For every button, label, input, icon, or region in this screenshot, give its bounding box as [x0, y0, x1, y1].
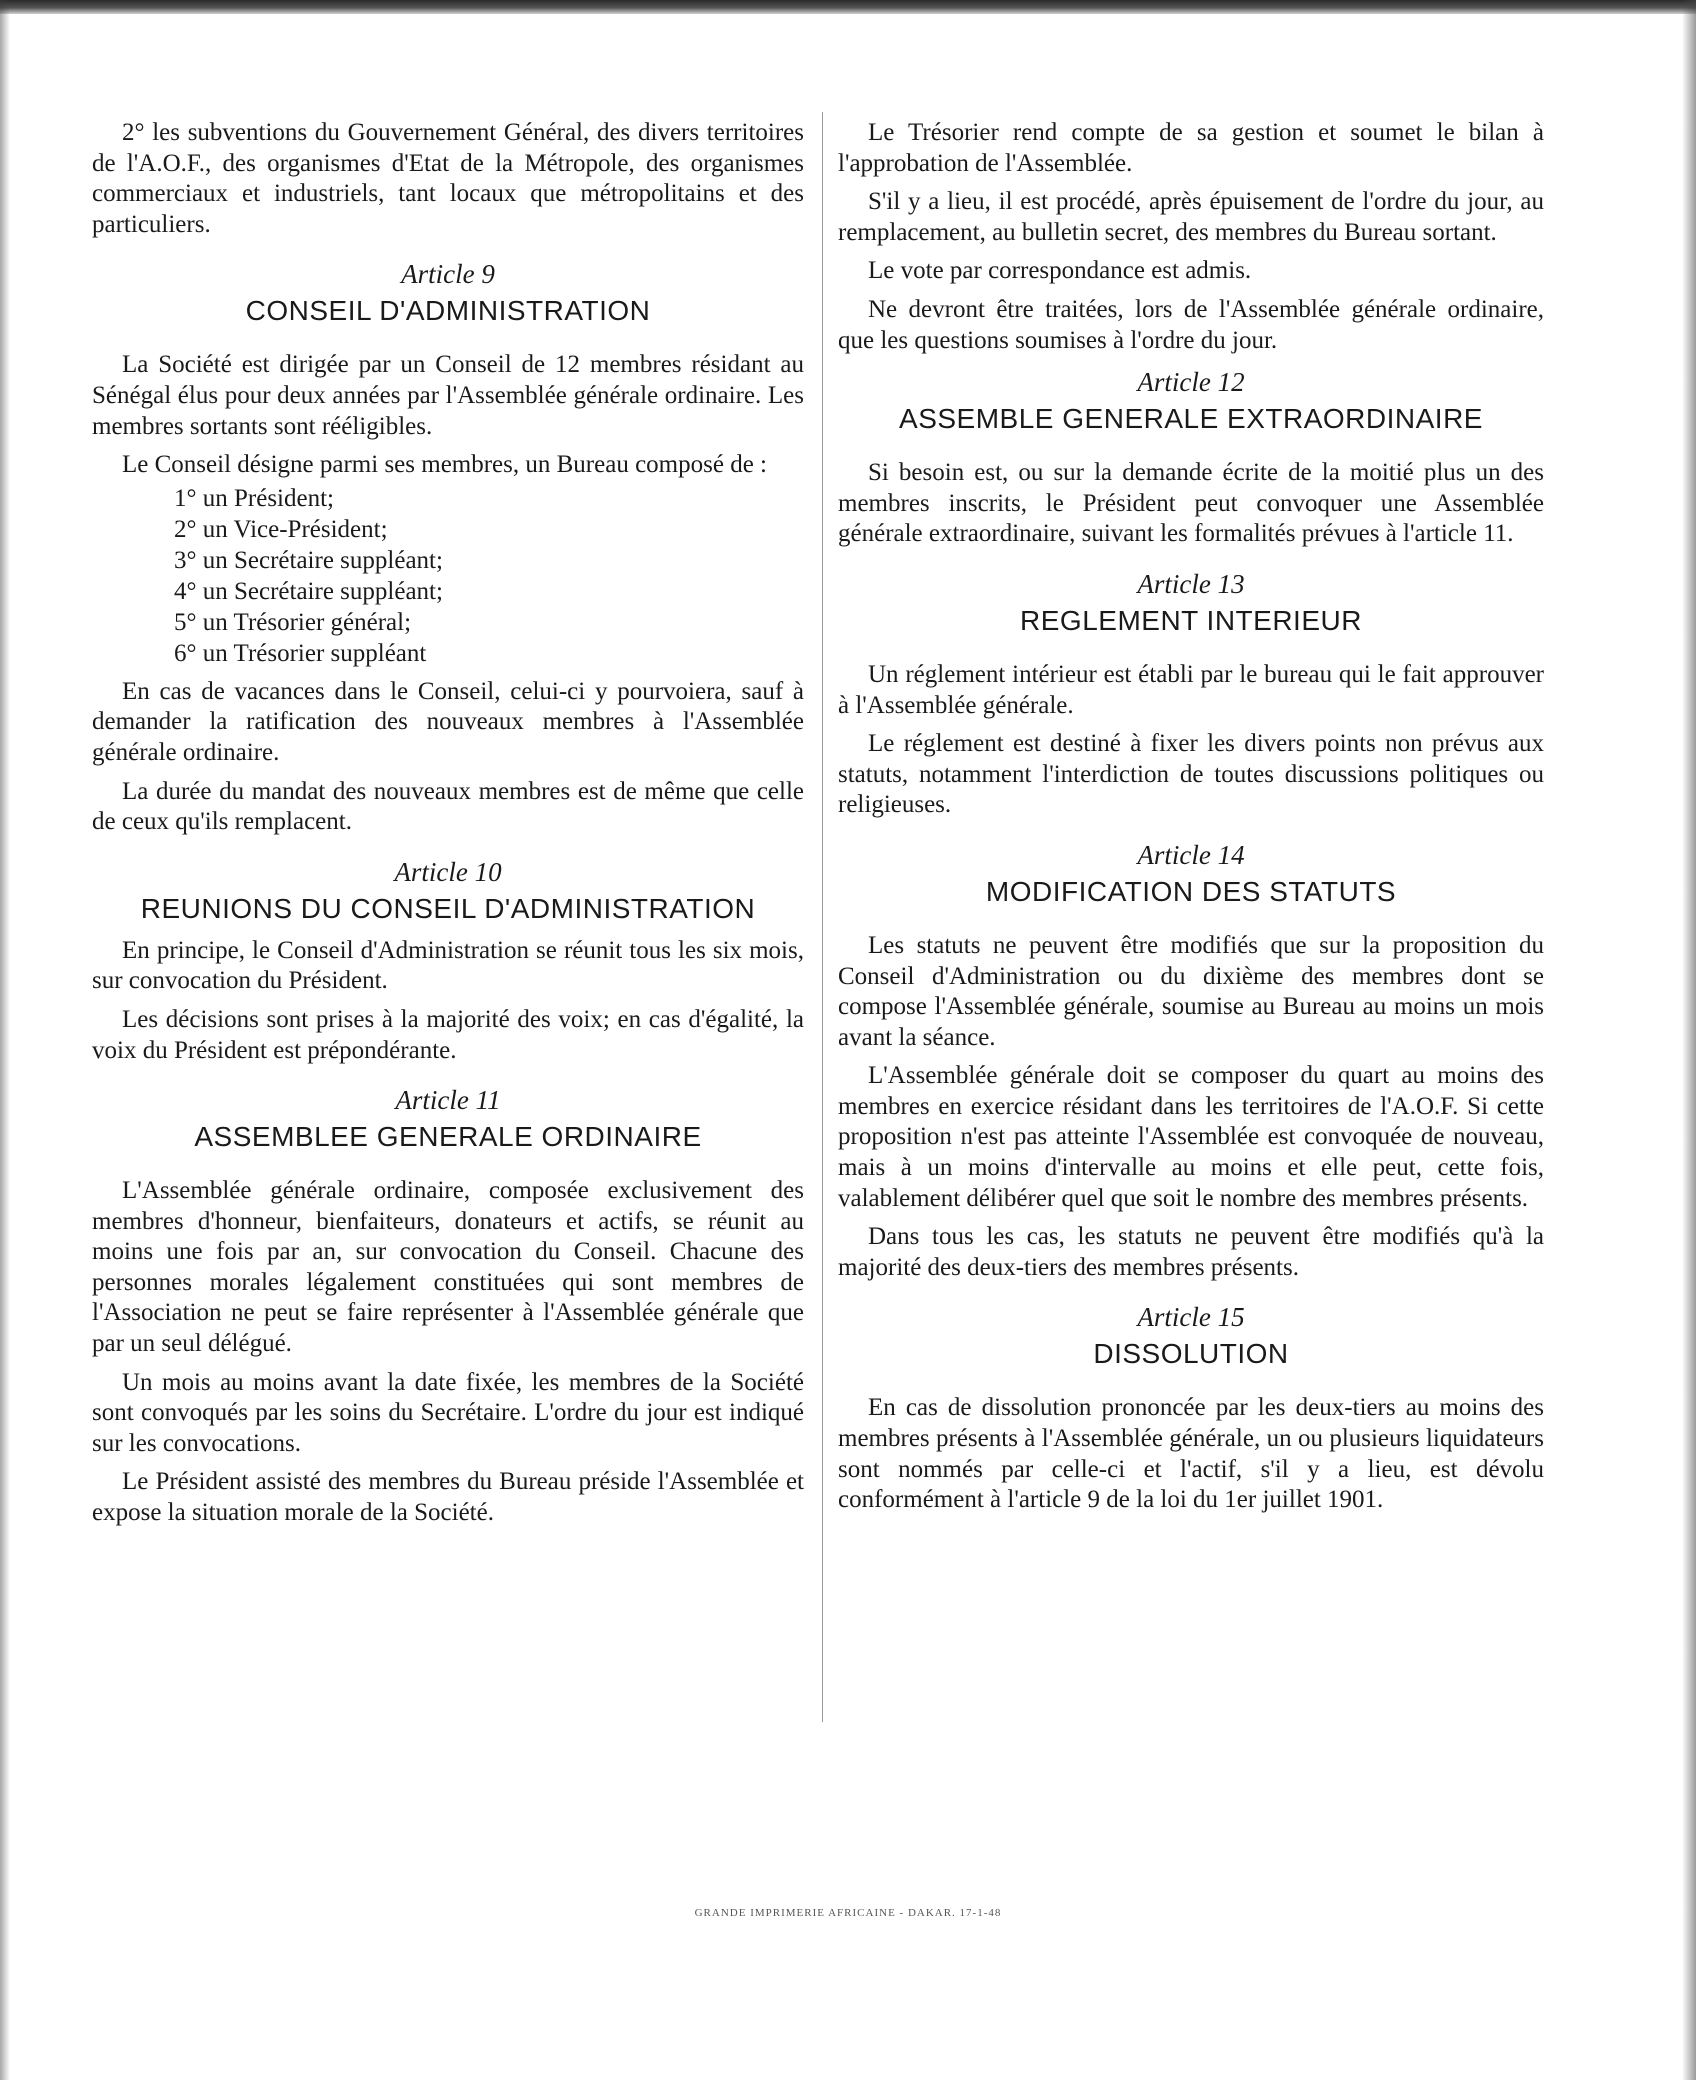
article-11-label: Article 11 [395, 1085, 501, 1116]
article-13-label: Article 13 [1137, 568, 1245, 599]
article-11-paragraph-3: Le Président assisté des membres du Bureau préside l'Assemblée et expose la situation morale de la Société. [92, 1468, 804, 1527]
scan-right-edge [1682, 0, 1696, 2080]
article-10-paragraph-2: Les décisions sont prises à la majorité des voix; en cas d'égalité, la voix du Président est prépondérante. [92, 1005, 804, 1064]
scan-left-edge [0, 0, 10, 2080]
bureau-list-item: 5° un Trésorier général; [174, 608, 412, 636]
article-15-label: Article 15 [1137, 1302, 1245, 1333]
scan-top-edge [0, 0, 1696, 14]
article-14-label: Article 14 [1137, 839, 1245, 870]
replacement-paragraph: S'il y a lieu, il est procédé, après épuisement de l'ordre du jour, au remplacement, au bulletin secret, des membres du Bureau sortant. [838, 188, 1544, 246]
article-14-paragraph-1: Les statuts ne peuvent être modifiés que sur la proposition du Conseil d'Administration ou du dixième des membres dont se compose l'Assemblée générale, soumise au Bureau au moins un mois avant la séance. [838, 931, 1544, 1051]
bureau-list [92, 483, 804, 669]
article-13-title: REGLEMENT INTERIEUR [1020, 604, 1362, 636]
article-10-label: Article 10 [394, 856, 502, 887]
article-9-paragraph-2: Le Conseil désigne parmi ses membres, un Bureau composé de : [122, 451, 767, 479]
intro-paragraph: 2° les subventions du Gouvernement Général, des divers territoires de l'A.O.F., des organismes d'Etat de la Métropole, des organismes commerciaux et industriels, tant locaux que métropolitains et des particuliers. [92, 119, 804, 238]
article-9-paragraph-1: La Société est dirigée par un Conseil de 12 membres résidant au Sénégal élus pour deux années par l'Assemblée générale ordinaire. Les membres sortants sont rééligibles. [92, 351, 804, 440]
article-10-paragraph-1: En principe, le Conseil d'Administration se réunit tous les six mois, sur convocation du Président. [92, 936, 804, 995]
treasurer-paragraph: Le Trésorier rend compte de sa gestion et soumet le bilan à l'approbation de l'Assemblée. [838, 119, 1544, 177]
article-15-paragraph-1: En cas de dissolution prononcée par les deux-tiers au moins des membres présents à l'Assemblée générale, un ou plusieurs liquidateurs sont nommés par celle-ci et l'actif, s'il y a lieu, est dévolu conformément à l'article 9 de la loi du 1er juillet 1901. [838, 1394, 1544, 1514]
article-9-label: Article 9 [401, 259, 495, 290]
bureau-list-item: 2° un Vice-Président; [174, 515, 388, 543]
vote-paragraph: Le vote par correspondance est admis. [868, 257, 1252, 285]
agenda-paragraph: Ne devront être traitées, lors de l'Assemblée générale ordinaire, que les questions soumises à l'ordre du jour. [838, 295, 1544, 354]
bureau-list-item: 1° un Président; [174, 484, 334, 512]
article-14-paragraph-3: Dans tous les cas, les statuts ne peuvent être modifiés qu'à la majorité des deux-tiers des membres présents. [838, 1223, 1544, 1281]
bureau-list-item: 6° un Trésorier suppléant [174, 639, 427, 667]
column-divider [822, 112, 823, 1722]
article-9-title: CONSEIL D'ADMINISTRATION [245, 295, 651, 327]
article-12-paragraph-1: Si besoin est, ou sur la demande écrite de la moitié plus un des membres inscrits, le Président peut convoquer une Assemblée générale extraordinaire, suivant les formalités prévues à l'article 11. [838, 459, 1544, 548]
bureau-list-item: 3° un Secrétaire suppléant; [174, 546, 443, 574]
article-14-paragraph-2: L'Assemblée générale doit se composer du quart au moins des membres en exercice résidant dans les territoires de l'A.O.F. Si cette proposition n'est pas atteinte l'Assemblée est convoquée de nouveau, mais à un moins d'intervalle au moins et elle peut, cette fois, valablement délibérer quel que soit le nombre des membres présents. [838, 1062, 1544, 1212]
article-12-title: ASSEMBLE GENERALE EXTRAORDINAIRE [899, 403, 1483, 435]
article-14-title: MODIFICATION DES STATUTS [985, 875, 1397, 907]
printer-footer: GRANDE IMPRIMERIE AFRICAINE - DAKAR. 17-1-48 [694, 1907, 1002, 1919]
article-9-paragraph-4: La durée du mandat des nouveaux membres est de même que celle de ceux qu'ils remplacent. [92, 777, 804, 836]
article-15-title: DISSOLUTION [1093, 1338, 1289, 1370]
article-12-label: Article 12 [1137, 367, 1245, 398]
article-13-paragraph-2: Le réglement est destiné à fixer les divers points non prévus aux statuts, notamment l'interdiction de toutes discussions politiques ou religieuses. [838, 730, 1544, 819]
bureau-list-item: 4° un Secrétaire suppléant; [174, 577, 443, 605]
article-11-title: ASSEMBLEE GENERALE ORDINAIRE [194, 1121, 702, 1153]
article-11-paragraph-2: Un mois au moins avant la date fixée, les membres de la Société sont convoqués par les soins du Secrétaire. L'ordre du jour est indiqué sur les convocations. [92, 1368, 804, 1457]
article-9-paragraph-3: En cas de vacances dans le Conseil, celui-ci y pourvoiera, sauf à demander la ratification des nouveaux membres à l'Assemblée générale ordinaire. [92, 677, 804, 766]
article-10-title: REUNIONS DU CONSEIL D'ADMINISTRATION [140, 892, 756, 924]
left-column [92, 118, 804, 1537]
article-13-paragraph-1: Un réglement intérieur est établi par le bureau qui le fait approuver à l'Assemblée générale. [838, 660, 1544, 719]
right-column [838, 118, 1544, 1524]
article-11-paragraph-1: L'Assemblée générale ordinaire, composée exclusivement des membres d'honneur, bienfaiteurs, donateurs et actifs, se réunit au moins une fois par an, sur convocation du Conseil. Chacune des personnes morales légalement constituées qui sont membres de l'Association ne peut se faire représenter à l'Assemblée générale que par un seul délégué. [92, 1177, 804, 1358]
